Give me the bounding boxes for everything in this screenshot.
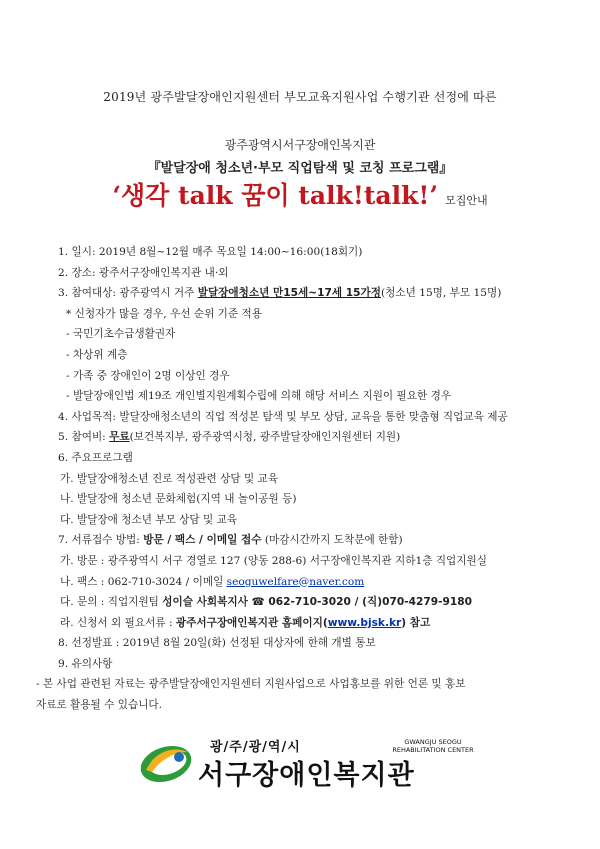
fee-suffix: (보건복지부, 광주광역시청, 광주발달장애인지원센터 지원) [129,431,401,444]
contact-prefix: 다. 문의 : 직업지원팀 [60,596,163,609]
item-target [58,283,578,304]
priority-item: - 국민기초수급생활권자 [66,328,176,341]
announcement-line: 2019년 광주발달장애인지원센터 부모교육지원사업 수행기관 선정에 따른 [103,90,497,104]
logo-city-text: 광/주/광/역/시 [210,740,301,755]
submit-suffix: (마감시간까지 도착분에 한함) [261,534,403,547]
priority-note: * 신청자가 많을 경우, 우선 순위 기준 적용 [66,307,262,320]
item-purpose: 4. 사업목적: 발달장애청소년의 직업 적성본 탐색 및 부모 상담, 교육을 통한 맞춤형 직업교육 제공 [58,410,508,423]
program-item: 가. 발달장애청소년 진로 적성관련 상담 및 교육 [60,472,279,485]
item-programs-title: 6. 주요프로그램 [58,451,133,464]
target-suffix: (청소년 15명, 부모 15명) [381,287,502,300]
program-item: 나. 발달장애 청소년 문화체험(지역 내 놀이공원 등) [60,493,297,506]
recruit-label: 모집안내 [445,194,488,207]
submit-emphasis: 방문 / 팩스 / 이메일 접수 [143,534,262,547]
contact-emphasis: 성이슬 사회복지사 ☎ 062-710-3020 / (직)070-4279-9180 [162,596,472,609]
organization-logo [138,736,474,791]
logo-emblem-icon [138,740,194,784]
target-prefix: 3. 참여대상: 광주광역시 거주 [58,287,198,300]
slogan: ‘생각 talk 꿈이 talk!talk!’ [112,181,439,210]
fax-prefix: 나. 팩스 : 062-710-3024 / 이메일 [60,575,227,588]
notes-line: - 본 사업 관련된 자료는 광주발달장애인지원센터 지원사업으로 사업홍보를 위한 언론 및 홍보 [36,678,466,691]
submission-visit: 가. 방문 : 광주광역시 서구 경열로 127 (양동 288-6) 서구장애인복지관 지하1층 직업지원실 [60,554,487,567]
form-emphasis: 광주서구장애인복지관 홈페이지( [175,616,328,629]
priority-item: - 차상위 계층 [66,348,128,361]
form-prefix: 라. 신청서 외 필요서류 : [60,616,176,629]
item-place: 2. 장소: 광주서구장애인복지관 내·외 [58,266,229,279]
homepage-link[interactable]: www.bjsk.kr [327,616,402,629]
item-announcement: 8. 선정발표 : 2019년 8월 20일(화) 선정된 대상자에 한해 개별 통보 [58,637,376,650]
program-item: 다. 발달장애 청소년 부모 상담 및 교육 [60,513,238,526]
fee-prefix: 5. 참여비: [58,431,110,444]
item-notes-title: 9. 유의사항 [58,657,113,670]
details-list [36,242,578,716]
target-emphasis: 발달장애청소년 만15세~17세 15가정 [197,287,381,300]
submission-fax-email [58,572,578,593]
form-emphasis-end: ) 참고 [401,616,431,629]
item-date: 1. 일시: 2019년 8월~12월 매주 목요일 14:00~16:00(18회기) [58,246,363,258]
fee-emphasis: 무료 [109,431,130,444]
submit-prefix: 7. 서류접수 방법: [58,534,144,547]
notes-line: 자료로 활용될 수 있습니다. [36,699,163,712]
priority-item: - 발달장애인법 제19조 개인별지원계획수립에 의해 해당 서비스 지원이 필요한 경우 [66,390,452,403]
slogan-line [0,176,600,212]
program-title: 『발달장애 청소년·부모 직업탐색 및 코칭 프로그램』 [147,161,453,176]
priority-item: - 가족 중 장애인이 2명 이상인 경우 [66,369,230,382]
submission-forms [58,613,578,634]
item-fee [58,427,578,448]
logo-english-line: GWANGJU SEOGU [404,738,462,746]
item-submission [58,530,578,551]
email-link[interactable]: seoguwelfare@naver.com [226,575,365,588]
submission-contact [58,592,578,613]
logo-english-text [388,738,478,754]
logo-english-line: REHABILITATION CENTER [392,746,474,754]
logo-main-text: 서구장애인복지관 [198,760,415,791]
organization-name: 광주광역시서구장애인복지관 [224,138,376,152]
